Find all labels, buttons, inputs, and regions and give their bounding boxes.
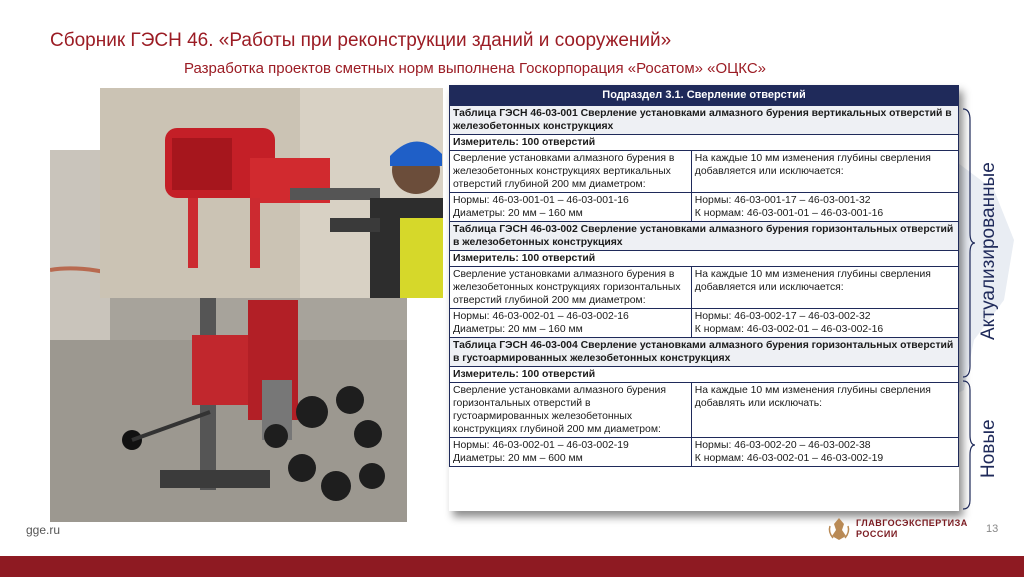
photo-worker-drilling xyxy=(100,88,443,298)
description-cell: На каждые 10 мм изменения глубины сверления добавлять или исключать: xyxy=(691,383,958,438)
meter-row: Измеритель: 100 отверстий xyxy=(450,251,959,267)
norms-table xyxy=(449,85,959,467)
logo-line-1: ГЛАВГОСЭКСПЕРТИЗА xyxy=(856,518,968,528)
norms-range: Нормы: 46-03-002-01 – 46-03-002-16 xyxy=(453,311,629,322)
logo-line-2: РОССИИ xyxy=(856,529,898,539)
table-title: Таблица ГЭСН 46-03-004 Сверление установками алмазного бурения горизонтальных отверстий в густоармированных железобетонных конструкциях xyxy=(450,338,959,367)
logo xyxy=(826,516,968,542)
norms-range: Нормы: 46-03-001-01 – 46-03-001-16 xyxy=(453,195,629,206)
norms-cell xyxy=(691,193,958,222)
description-cell: Сверление установками алмазного бурения горизонтальных отверстий в густоармированных железобетонных конструкциях глубиной 200 мм диаметром: xyxy=(450,383,692,438)
label-updated: Актуализированные xyxy=(978,162,999,340)
description-cell: На каждые 10 мм изменения глубины сверления добавляется или исключается: xyxy=(691,151,958,193)
emblem-icon xyxy=(826,516,852,542)
section-header: Подраздел 3.1. Сверление отверстий xyxy=(450,86,959,106)
page-subtitle: Разработка проектов сметных норм выполнена Госкорпорация «Росатом» «ОЦКС» xyxy=(184,60,766,77)
label-new: Новые xyxy=(978,419,999,478)
meter-row: Измеритель: 100 отверстий xyxy=(450,135,959,151)
base-norms-range: К нормам: 46-03-002-01 – 46-03-002-19 xyxy=(694,453,884,464)
base-norms-range: К нормам: 46-03-001-01 – 46-03-001-16 xyxy=(694,208,884,219)
norms-cell xyxy=(450,438,692,467)
page-title: Сборник ГЭСН 46. «Работы при реконструкции зданий и сооружений» xyxy=(50,30,672,51)
table-title: Таблица ГЭСН 46-03-001 Сверление установками алмазного бурения вертикальных отверстий в железобетонных конструкциях xyxy=(450,106,959,135)
meter-row: Измеритель: 100 отверстий xyxy=(450,367,959,383)
norms-cell xyxy=(450,193,692,222)
norms-cell xyxy=(450,309,692,338)
diameters-range: Диаметры: 20 мм – 600 мм xyxy=(453,453,583,464)
brace-new xyxy=(962,380,976,510)
diameters-range: Диаметры: 20 мм – 160 мм xyxy=(453,324,583,335)
norms-range: Нормы: 46-03-002-01 – 46-03-002-19 xyxy=(453,440,629,451)
norms-cell xyxy=(691,438,958,467)
diameters-range: Диаметры: 20 мм – 160 мм xyxy=(453,208,583,219)
site-link[interactable]: gge.ru xyxy=(26,523,61,537)
norms-table-panel xyxy=(449,85,959,511)
base-norms-range: К нормам: 46-03-002-01 – 46-03-002-16 xyxy=(694,324,884,335)
page-number: 13 xyxy=(986,523,999,535)
description-cell: Сверление установками алмазного бурения в железобетонных конструкциях вертикальных отверстий глубиной 200 мм диаметром: xyxy=(450,151,692,193)
norms-cell xyxy=(691,309,958,338)
norms-range: Нормы: 46-03-001-17 – 46-03-001-32 xyxy=(694,195,871,206)
table-title: Таблица ГЭСН 46-03-002 Сверление установками алмазного бурения горизонтальных отверстий в железобетонных конструкциях xyxy=(450,222,959,251)
description-cell: Сверление установками алмазного бурения в железобетонных конструкциях горизонтальных отверстий глубиной 200 мм диаметром: xyxy=(450,267,692,309)
bottom-bar xyxy=(0,556,1024,577)
norms-range: Нормы: 46-03-002-17 – 46-03-002-32 xyxy=(694,311,871,322)
norms-range: Нормы: 46-03-002-20 – 46-03-002-38 xyxy=(694,440,871,451)
brace-updated xyxy=(962,108,976,378)
description-cell: На каждые 10 мм изменения глубины сверления добавляется или исключается: xyxy=(691,267,958,309)
